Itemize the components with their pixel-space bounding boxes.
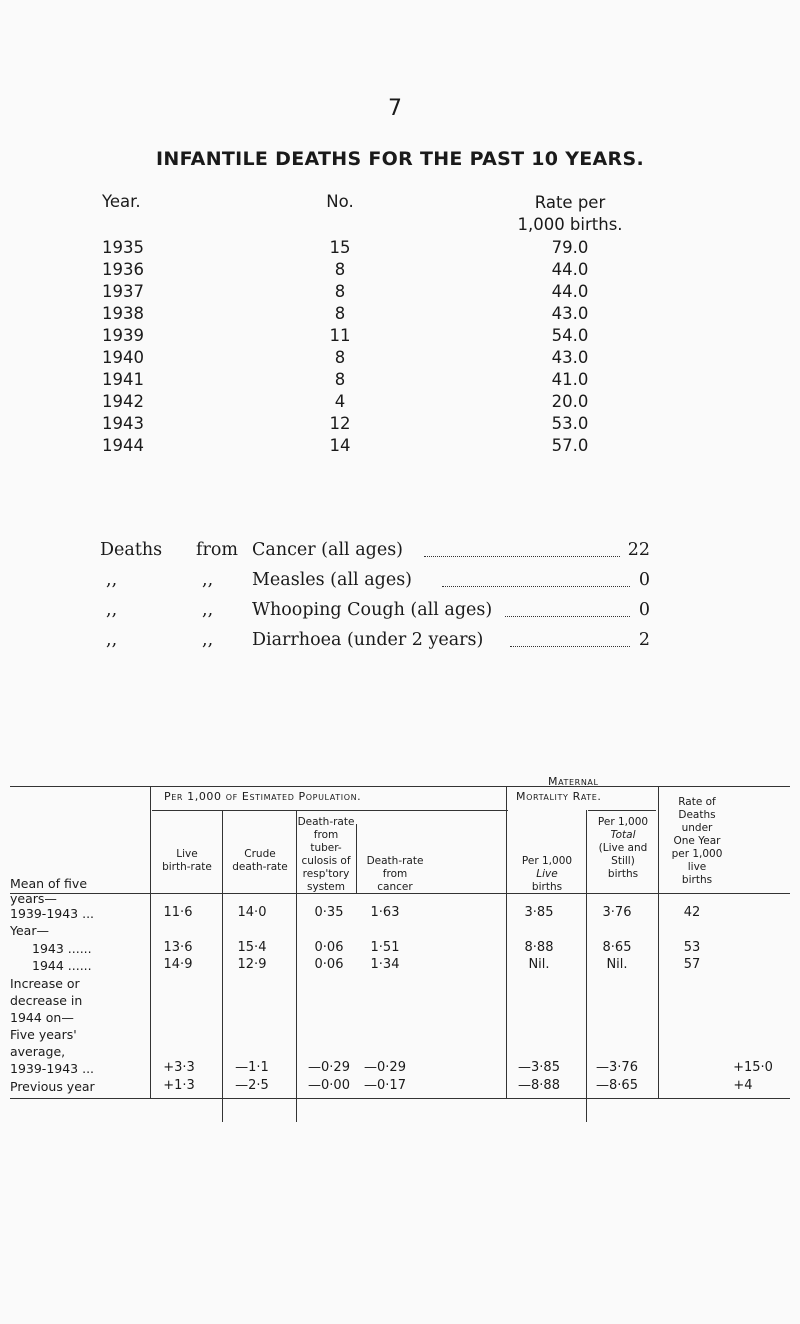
live-birth-rate-cell: 11·6 <box>163 905 193 920</box>
header-line: Live <box>536 868 558 880</box>
live-birth-rate-cell: 14·9 <box>163 957 193 972</box>
year-cell: 1937 <box>102 282 144 301</box>
maternal-per-live-births-header <box>508 855 586 894</box>
year-cell: 1941 <box>102 370 144 389</box>
header-line: tuber- <box>310 842 342 854</box>
header-line: Total <box>610 829 636 841</box>
header-line: Death-rate <box>366 855 424 867</box>
header-line: Live <box>176 848 198 860</box>
cause-value: 0 <box>638 600 650 620</box>
maternal-total-cell: 8·65 <box>602 940 632 955</box>
live-birth-rate-cell: 13·6 <box>163 940 193 955</box>
header-line: births <box>681 874 713 886</box>
tuberculosis-rate-cell: 0·35 <box>314 905 344 920</box>
live-birth-rate-cell: +1·3 <box>163 1078 195 1093</box>
cause-label: Whooping Cough (all ages) <box>252 600 493 620</box>
column-divider <box>222 810 223 1122</box>
header-line: cancer <box>377 881 413 893</box>
crude-death-rate-cell: 12·9 <box>237 957 267 972</box>
maternal-group-header: Mortality Rate. <box>516 790 602 803</box>
cancer-rate-cell: —0·29 <box>364 1060 406 1075</box>
header-line: resp'tory <box>302 868 350 880</box>
page-number: 7 <box>388 96 402 121</box>
row-label: 1944 ...... <box>32 958 92 973</box>
maternal-total-cell: 3·76 <box>602 905 632 920</box>
tuberculosis-rate-cell: 0·06 <box>314 940 344 955</box>
table-rule-final <box>10 1098 790 1099</box>
label-line: decrease in <box>10 993 83 1008</box>
table-row <box>0 326 800 348</box>
leader-dots <box>424 540 620 557</box>
cancer-rate-cell: 1·34 <box>370 957 400 972</box>
column-divider <box>150 786 151 1098</box>
crude-death-rate-cell: 14·0 <box>237 905 267 920</box>
crude-death-rate-cell: —1·1 <box>235 1060 269 1075</box>
header-line: per 1,000 <box>671 848 723 860</box>
column-divider <box>658 786 659 1098</box>
rate-cell: 53.0 <box>551 414 589 433</box>
deaths-prefix: Deaths <box>100 540 163 560</box>
rate-cell: 54.0 <box>551 326 589 345</box>
maternal-live-cell: 3·85 <box>524 905 554 920</box>
year-cell: 1939 <box>102 326 144 345</box>
infant-mortality-rate-header <box>660 796 734 887</box>
rate-cell: 43.0 <box>551 304 589 323</box>
infant-rate-cell: +4 <box>733 1078 753 1093</box>
rate-cell: 43.0 <box>551 348 589 367</box>
rate-header <box>510 192 630 236</box>
cancer-rate-cell: —0·17 <box>364 1078 406 1093</box>
year-cell: 1936 <box>102 260 144 279</box>
table-row <box>0 392 800 414</box>
ditto-mark: ,, <box>106 630 118 650</box>
maternal-total-cell: —3·76 <box>596 1060 638 1075</box>
maternal-total-cell: Nil. <box>606 957 628 972</box>
header-line: from <box>313 829 339 841</box>
list-item <box>0 570 800 600</box>
tuberculosis-rate-cell: —0·29 <box>308 1060 350 1075</box>
table-row <box>0 370 800 392</box>
maternal-group-rule <box>588 810 656 811</box>
number-cell: 8 <box>334 260 346 279</box>
header-line: Per 1,000 <box>521 855 573 867</box>
maternal-total-cell: —8·65 <box>596 1078 638 1093</box>
list-item <box>0 600 800 630</box>
ditto-mark: ,, <box>106 600 118 620</box>
tuberculosis-death-rate-header <box>296 816 356 894</box>
header-line: One Year <box>673 835 721 847</box>
header-line: births <box>607 868 639 880</box>
maternal-live-cell: 8·88 <box>524 940 554 955</box>
cause-value: 2 <box>638 630 650 650</box>
list-item <box>0 540 800 570</box>
cancer-rate-cell: 1·63 <box>370 905 400 920</box>
population-group-header: Per 1,000 of Estimated Population. <box>164 790 362 803</box>
row-label: Year— <box>10 923 49 938</box>
maternal-live-cell: Nil. <box>528 957 550 972</box>
ditto-mark: ,, <box>202 570 214 590</box>
column-divider <box>356 824 357 894</box>
maternal-group-header: Maternal <box>548 775 599 788</box>
header-line: (Live and <box>598 842 648 854</box>
rate-cell: 44.0 <box>551 260 589 279</box>
table-row <box>0 304 800 326</box>
label-line: Increase or <box>10 976 80 991</box>
stub-header: Mean of five <box>10 876 88 891</box>
header-line: death-rate <box>232 861 288 873</box>
population-group-rule <box>152 810 508 811</box>
row-label: 1939-1943 ... <box>10 906 95 921</box>
tuberculosis-rate-cell: —0·00 <box>308 1078 350 1093</box>
year-cell: 1944 <box>102 436 144 455</box>
page-title: INFANTILE DEATHS FOR THE PAST 10 YEARS. <box>156 148 644 170</box>
crude-death-rate-header <box>224 848 296 874</box>
year-cell: 1940 <box>102 348 144 367</box>
infant-rate-cell: 57 <box>683 957 701 972</box>
header-line: Per 1,000 <box>597 816 649 828</box>
header-line: births <box>531 881 563 893</box>
row-label: 1939-1943 ... <box>10 1061 95 1076</box>
cause-label: Diarrhoea (under 2 years) <box>252 630 484 650</box>
rate-header-line1: Rate per <box>534 193 606 212</box>
cause-label: Measles (all ages) <box>252 570 413 590</box>
leader-dots <box>442 570 630 587</box>
year-cell: 1935 <box>102 238 144 257</box>
header-line: under <box>681 822 713 834</box>
rate-cell: 57.0 <box>551 436 589 455</box>
header-line: Rate of <box>678 796 716 808</box>
table-row <box>0 436 800 458</box>
row-label: Previous year <box>10 1079 95 1094</box>
list-item <box>0 630 800 660</box>
year-cell: 1943 <box>102 414 144 433</box>
label-line: Five years' <box>10 1027 77 1042</box>
number-cell: 15 <box>329 238 351 257</box>
rate-cell: 79.0 <box>551 238 589 257</box>
infant-rate-cell: 53 <box>683 940 701 955</box>
year-header: Year. <box>102 192 141 211</box>
header-line: Death-rate <box>297 816 355 828</box>
column-divider <box>586 810 587 1122</box>
header-line: live <box>687 861 707 873</box>
header-line: system <box>307 881 345 893</box>
cause-label: Cancer (all ages) <box>252 540 403 560</box>
maternal-live-cell: —8·88 <box>518 1078 560 1093</box>
table-rule-top <box>10 786 790 787</box>
cause-value: 22 <box>627 540 650 560</box>
number-cell: 8 <box>334 348 346 367</box>
number-cell: 11 <box>329 326 351 345</box>
infant-deaths-table <box>0 192 800 458</box>
header-line: birth-rate <box>162 861 212 873</box>
cancer-rate-cell: 1·51 <box>370 940 400 955</box>
rate-header-line2: 1,000 births. <box>517 215 623 234</box>
maternal-per-total-births-header <box>588 816 658 881</box>
cause-value: 0 <box>638 570 650 590</box>
number-cell: 8 <box>334 370 346 389</box>
infant-rate-cell: +15·0 <box>733 1060 773 1075</box>
vital-statistics-table <box>8 770 792 1076</box>
leader-dots <box>510 630 630 647</box>
table-row <box>0 282 800 304</box>
number-cell: 4 <box>334 392 346 411</box>
label-line: 1944 on— <box>10 1010 74 1025</box>
deaths-list <box>0 540 800 660</box>
row-label: 1943 ...... <box>32 941 92 956</box>
year-cell: 1942 <box>102 392 144 411</box>
number-cell: 8 <box>334 304 346 323</box>
table-row <box>0 348 800 370</box>
header-line: Crude <box>244 848 276 860</box>
table-last-row <box>8 1078 792 1098</box>
rate-cell: 20.0 <box>551 392 589 411</box>
header-line: Deaths <box>678 809 716 821</box>
stub-header: years— <box>10 891 57 906</box>
from-prefix: from <box>196 540 238 560</box>
leader-dots <box>505 600 630 617</box>
rate-cell: 41.0 <box>551 370 589 389</box>
cancer-death-rate-header <box>358 855 432 894</box>
ditto-mark: ,, <box>106 570 118 590</box>
number-header: No. <box>326 192 354 211</box>
infant-table-header <box>0 192 800 238</box>
table-row <box>0 260 800 282</box>
ditto-mark: ,, <box>202 630 214 650</box>
ditto-mark: ,, <box>202 600 214 620</box>
number-cell: 12 <box>329 414 351 433</box>
live-birth-rate-cell: +3·3 <box>163 1060 195 1075</box>
crude-death-rate-cell: 15·4 <box>237 940 267 955</box>
row-label <box>10 975 82 1060</box>
table-row <box>0 238 800 260</box>
infant-rate-cell: 42 <box>683 905 701 920</box>
rate-cell: 44.0 <box>551 282 589 301</box>
year-cell: 1938 <box>102 304 144 323</box>
number-cell: 8 <box>334 282 346 301</box>
header-line: Still) <box>611 855 635 867</box>
table-row <box>0 414 800 436</box>
live-birth-rate-header <box>152 848 222 874</box>
header-line: from <box>382 868 408 880</box>
header-line: culosis of <box>301 855 351 867</box>
tuberculosis-rate-cell: 0·06 <box>314 957 344 972</box>
label-line: average, <box>10 1044 66 1059</box>
column-divider <box>506 786 507 1098</box>
maternal-live-cell: —3·85 <box>518 1060 560 1075</box>
crude-death-rate-cell: —2·5 <box>235 1078 269 1093</box>
number-cell: 14 <box>329 436 351 455</box>
